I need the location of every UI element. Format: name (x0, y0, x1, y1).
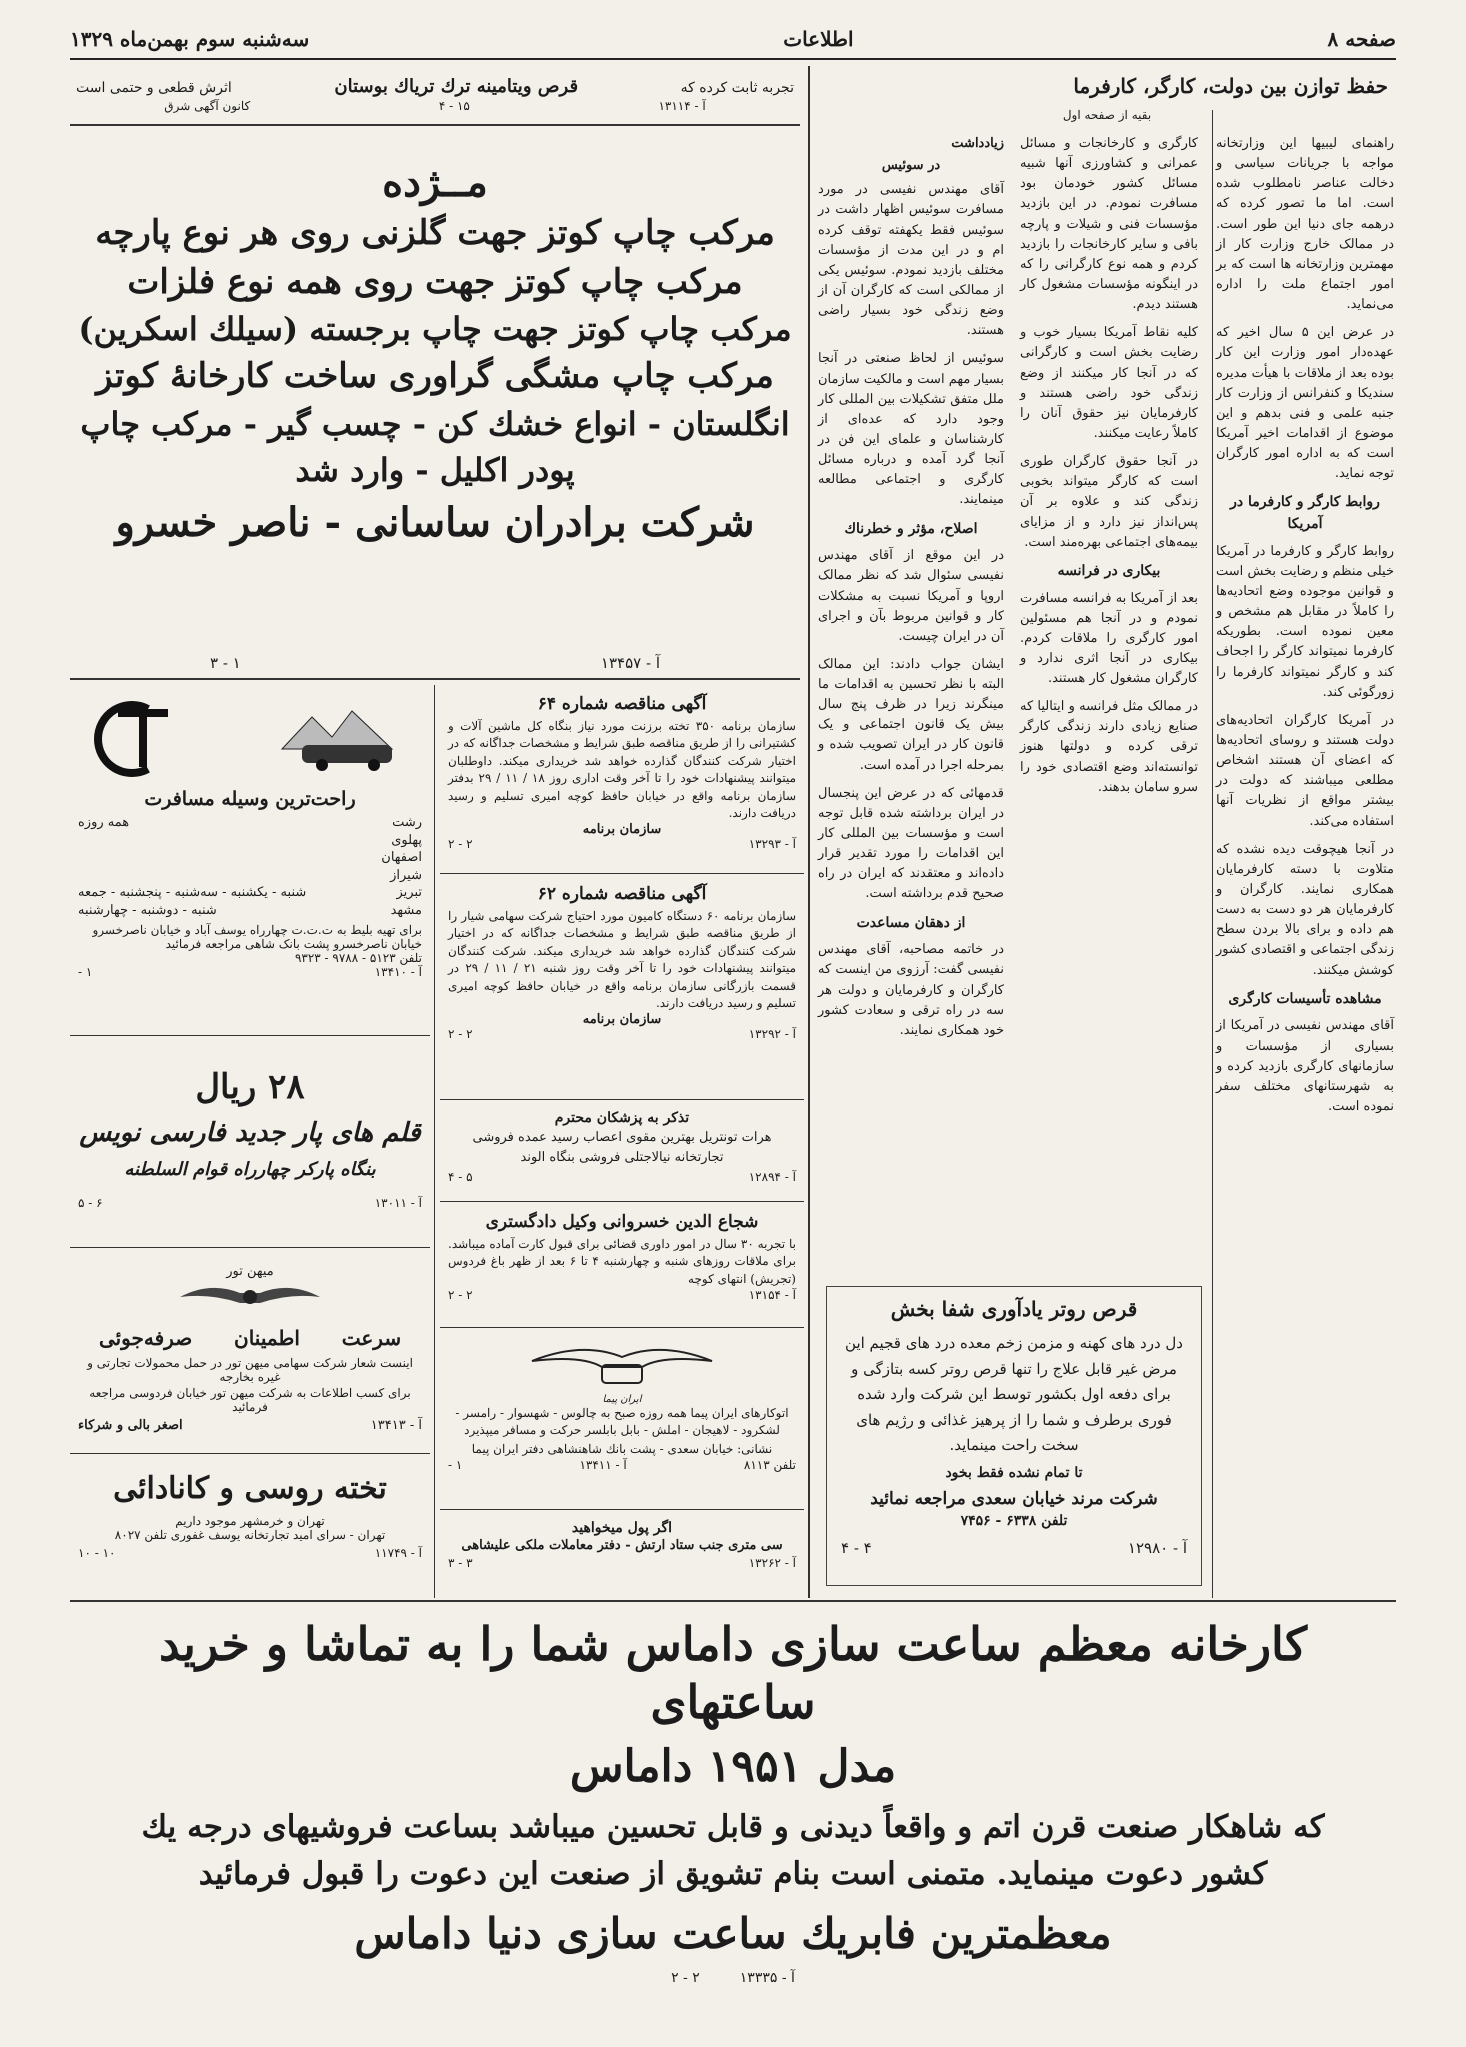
ad-wood-address: تهران - سرای امید تجارتخانه یوسف غفوری تلفن ۸۰۲۷ (114, 1527, 386, 1542)
subheading: مشاهده تأسیسات کارگری (1228, 990, 1382, 1007)
section-divider (70, 1600, 1396, 1602)
ad-code-row (448, 837, 796, 851)
ad-lawyer (440, 1208, 804, 1328)
ad-code-row (78, 1196, 422, 1210)
ad-tender-64-body: سازمان برنامه ۳۵۰ تخته برزنت مورد نیاز بنگاه کل ماشین آلات و کشتیرانی را از طریق مناقصه طبق شرایط و مشخصات جداگانه که در اختیار شرکت کنندگان گذارده خواهد شد خریداری میکند. داوطلبان میتوانند پیشنهادات خود را تا آخر وقت اداری روز ۱۸ / ۱۱ / ۲۹ بدفتر سازمان برنامه واقع در خیابان حافظ کوچه امیری تسلیم و رسید دریافت دارند. (448, 719, 797, 820)
ad-tender-62-title: آگهی مناقصه شماره ۶۲ (537, 884, 707, 904)
ad-money-body: سی متری جنب ستاد ارتش - دفتر معاملات ملکی علیشاهی (461, 1538, 783, 1553)
route-destination: رشت (392, 815, 422, 830)
ad-code: آ - ۱۳۲۹۳ (748, 837, 796, 852)
iranpeyma-logo (448, 1338, 796, 1394)
slogan-word: اطمینان (234, 1326, 300, 1350)
ad-code-row (448, 1288, 796, 1302)
ad-pens-seller: بنگاه پارکر چهارراه قوام السلطنه (124, 1159, 376, 1180)
route-destination: تبریز (396, 885, 422, 901)
route-destination: شیراز (390, 867, 422, 883)
route-row (78, 884, 422, 902)
ad-watch-line: که شاهکار صنعت قرن اتم و واقعاً دیدنی و قابل تحسین میباشد بساعت فروشیهای درجه یك (141, 1809, 1325, 1845)
ad-ref: ۵ - ۴ (448, 1170, 473, 1185)
ad-code: آ - ۱۳۴۱۳ (370, 1418, 422, 1433)
ad-code: آ - ۱۳۴۱۰ (374, 965, 422, 980)
mihantour-slogan (78, 1326, 422, 1350)
ad-mihantour-contact: برای کسب اطلاعات به شرکت میهن تور خیابان فردوسی مراجعه فرمائید (89, 1386, 411, 1414)
route-schedule: شنبه - دوشنبه - چهارشنبه (78, 902, 217, 918)
route-row (78, 814, 422, 832)
ad-vitamin (70, 76, 800, 126)
subheading: در سوئیس (881, 158, 941, 174)
ad-code: آ - ۱۳۳۳۵ (739, 1970, 795, 1986)
ad-iranpeyma-body: اتوکارهای ایران پیما همه روزه صبح به چالوس - شهسوار - رامسر - لشکرود - لاهیجان - املش - بابل بابلسر حرکت و مسافر میپذیرد (455, 1406, 789, 1438)
ad-ref: ۲ - ۲ (448, 837, 473, 852)
ad-wood (70, 1460, 430, 1596)
slogan-word: سرعت (341, 1326, 402, 1350)
ad-tender-62-body: سازمان برنامه ۶۰ دستگاه کامیون مورد احتیاج شرکت سهامی شیار را از طریق مناقصه طبق شرایط و مشخصات جداگانه که در اختیار شرکت کنندگان گذارده خواهد شد خریداری میکند. شرکت کنندگان میتوانند پیشنهادات خود را تا آخر وقت روز شنبه ۲۱ / ۱۱ / ۲۹ در قسمت بازرگانی سازمان برنامه واقع در خیابان حافظ کوچه امیری تسلیم و رسید دریافت دارند. (448, 909, 797, 1010)
ad-iranpeyma (440, 1334, 804, 1510)
article-column-1 (1216, 134, 1394, 1117)
route-row (78, 867, 422, 885)
ad-code: آ - ۱۱۷۴۹ (374, 1545, 422, 1560)
bus-company-logo (78, 694, 422, 784)
paragraph: در آنجا حقوق کارگران طوری است که کارگر میتواند بخوبی زندگی کند و علاوه بر آن پس‌انداز نیز دارد و از مزایای بیمه‌های اجتماعی بهره‌مند است. (1020, 454, 1198, 550)
route-destination: پهلوی (391, 832, 422, 848)
ad-code: آ - ۱۳۴۱۱ (579, 1458, 627, 1473)
ad-pens (70, 1042, 430, 1248)
column-divider (808, 66, 810, 1598)
ad-ref: ۳ - ۳ (448, 1556, 473, 1571)
ad-bus-routes (78, 814, 422, 919)
ad-mihantour (70, 1254, 430, 1454)
ad-vitamin-title: قرص ویتامینه ترك تریاك بوستان (334, 76, 579, 97)
ad-code-row (448, 1458, 796, 1472)
paragraph: در آمریکا کارگران اتحادیه‌های دولت هستند و روسای اتحادیه‌ها که اعضای آن هستند اشخاص مطلعی میباشند که دولت در بیشتر مواقع از نظریات آنها استفاده می‌کند. (1216, 712, 1394, 829)
ad-pills-title: قرص روتر یادآوری شفا بخش (890, 1297, 1138, 1321)
ad-code-row (78, 1546, 422, 1560)
ad-ink-company: شرکت برادران ساسانی - ناصر خسرو (115, 498, 755, 546)
subheading: بیکاری در فرانسه (1057, 562, 1161, 579)
article-column-3 (818, 134, 1004, 1041)
ad-ref: ۲ - ۲ (448, 1027, 473, 1042)
paragraph: در آنجا هیچوقت دیده نشده که متلاوت با دسته کارفرمایان همکاری نمایند. کارگران و کارفرمایان هر دو دست به دست هم داده و برای بالا بردن سطح زندگی اجتماعی و اقتصادی کشور کوشش میکنند. (1216, 841, 1394, 978)
mihantour-logo (78, 1258, 422, 1320)
ad-ref: ۱ - (448, 1458, 463, 1473)
ad-watch-model: مدل ۱۹۵۱ داماس (569, 1741, 897, 1792)
paragraph: در خاتمه مصاحبه، آقای مهندس نفیسی گفت: آرزوی من اینست که کارگران و کارفرمایان و دولت هر سه در راه ترقی و سعادت کشور خود همکاری نمایند. (818, 942, 1004, 1038)
subheading: اصلاح، مؤثر و خطرناك (844, 520, 978, 537)
ad-ref: ۴ - ۴ (841, 1538, 872, 1557)
subheading: زیادداشت (951, 136, 1004, 151)
ad-thanks (440, 1106, 804, 1202)
paragraph: در ممالک مثل فرانسه و ایتالیا که صنایع زیادی دارند زندگی کارگر ترقی کرده و دولتها هنوز توانسته‌اند وضع اقتصادی خود را سرو سامان بدهند. (1020, 699, 1198, 795)
subheading: از دهقان مساعدت (856, 914, 966, 931)
paragraph: ایشان جواب دادند: این ممالک البته با نظر تحسین به اقدامات ما مینگرند زیرا در ظرف پنج سال بیش یک قانون اجتماعی و یک قانون کار در ایران تصویب شده و بمرحله اجرا در آمده است. (818, 656, 1004, 773)
ad-iranpeyma-address: نشانی: خیابان سعدی - پشت بانك شاهنشاهی دفتر ایران پیما (471, 1441, 773, 1456)
ad-lawyer-title: شجاع الدین خسروانی وکیل دادگستری (485, 1212, 759, 1232)
paragraph: آقای مهندس نفیسی در مورد مسافرت سوئیس اظهار داشت در سوئیس فقط یکهفته توقف کرده ام و در این مدت از مؤسسات مختلف بازدید نمودم. سوئیس یکی از ممالکی است که کارگران آن از وضع زندگی خود بسیار راضی هستند. (818, 182, 1004, 339)
ad-tender-62 (440, 880, 804, 1100)
newspaper-name: اطلاعات (783, 27, 854, 51)
mihantour-brand: میهن تور (226, 1263, 274, 1279)
ad-tender-64-title: آگهی مناقصه شماره ۶۴ (537, 694, 707, 714)
paragraph: روابط کارگر و کارفرما در آمریکا خیلی منظم و رضایت بخش است و قوانین موجوده وضع اتحادیه‌ها را کاملاً در مقابل هم مشخص و معین نموده است. بطوریکه کارفرما نمیتواند کارگر را اجحاف کند و کارگر نمیتواند کارفرما را زورگوئی کند. (1216, 543, 1394, 700)
ad-code-row (210, 654, 660, 672)
page-header (70, 20, 1396, 60)
issue-date: سه‌شنبه سوم بهمن‌ماه ۱۳۲۹ (70, 27, 310, 51)
ad-ref: ۲ - ۲ (448, 1288, 473, 1303)
paragraph: بعد از آمریکا به فرانسه مسافرت نمودم و در آنجا هم مسئولین امور کارگری را ملاقات کردم. بیکاری در آنجا اثری ندارد و کارگران مشغول کار هستند. (1020, 590, 1198, 687)
paragraph: در عرض این ۵ سال اخیر که عهده‌دار امور وزارت این کار بوده بعد از ملاقات با هیأت مدیره سندیکا و کنفرانس از وزارت کار جنبه علمی و فنی بدهم و این موضوع از اقدامات اخیر آمریکا است که به اداره امور کارگران توجه نماید. (1216, 325, 1394, 482)
route-destination: مشهد (390, 902, 422, 918)
ad-ref: ۱۵ - ۴ (438, 99, 470, 113)
ad-pills-note: تا تمام نشده فقط بخود (945, 1464, 1083, 1481)
ad-tender-64 (440, 690, 804, 874)
ad-code: آ - ۱۳۲۹۲ (748, 1027, 796, 1042)
ad-thanks-title: تذکر به پزشکان محترم (554, 1110, 690, 1126)
ad-watch-line: کشور دعوت مینماید. متمنی است بنام تشویق از صنعت این دعوت را قبول فرمائید (198, 1855, 1268, 1892)
ad-code-row (841, 1539, 1187, 1557)
paragraph: کارگری و کارخانجات و مسائل عمرانی و کشاورزی آنها شبیه مسائل کشور خودمان بود مسافرت نمودم. در این بازدید مؤسسات فنی و شیلات و پارچه بافی و سایر کارخانجات را بازدید کردم و همه نوع کارگرانی را که در اینگونه مؤسسات مشغول کار هستند دیدم. (1020, 136, 1198, 313)
ad-ink-line: پودر اکلیل - وارد شد (295, 450, 575, 489)
ad-vitamin-right: اثرش قطعی و حتمی است (76, 80, 232, 96)
paragraph: سوئیس از لحاظ صنعتی در آنجا بسیار مهم است و مالکیت سازمان ملل متفق تشکیلات بین المللی کار وجود دارد که عده‌ای از کارشناسان و علمای این فن در آنجا گرد آمده و درباره مسائل کارگری و اجتماعی مطالعه مینمایند. (818, 351, 1004, 508)
ad-ref: ۶ - ۵ (78, 1195, 103, 1210)
article-continued: بقیه از صفحه اول (1062, 108, 1152, 122)
ad-pens-title: قلم های پار جدید فارسی نویس (79, 1117, 421, 1148)
page-number: صفحه ۸ (1327, 27, 1396, 51)
article-column-2 (1020, 134, 1198, 798)
route-row (78, 902, 422, 920)
route-schedule: شنبه - یکشنبه - سه‌شنبه - پنجشنبه - جمعه (78, 885, 307, 901)
ad-code: آ - ۱۲۸۹۴ (748, 1170, 796, 1185)
article (818, 74, 1396, 1594)
ad-phone: تلفن ۸۱۱۳ (743, 1458, 796, 1473)
column-divider (434, 685, 435, 1598)
ad-ref: ۱ - ۳ (210, 654, 241, 672)
route-row (78, 849, 422, 867)
winged-emblem-icon (170, 1279, 330, 1315)
route-row (78, 832, 422, 850)
ad-phone: تلفن ۵۱۲۳ - ۹۷۸۸ - ۹۳۲۳ (294, 951, 422, 966)
paragraph: آقای مهندس نفیسی در آمریکا از بسیاری از مؤسسات و سازمانهای کارگری بازدید کرده و به شهرستانهای مختلف سفر نموده است. (1216, 1018, 1394, 1114)
ad-bus-address: خیابان ناصرخسرو پشت بانک شاهی مراجعه فرمائید (165, 937, 422, 952)
ad-code-row (448, 1170, 796, 1184)
iranpeyma-logo-text: ایران پیما (602, 1394, 642, 1405)
slogan-word: صرفه‌جوئی (98, 1326, 193, 1350)
bird-logo-icon (522, 1339, 722, 1393)
tc-monogram-icon (78, 697, 188, 781)
route-schedule: همه روزه (78, 815, 130, 830)
ad-code-row (70, 1970, 1396, 1986)
ad-tender-62-org: سازمان برنامه (582, 1012, 662, 1028)
ad-pens-price: ۲۸ ریال (195, 1067, 305, 1107)
article-title: حفظ توازن بین دولت، کارگر، کارفرما (1073, 74, 1388, 98)
ad-money (440, 1516, 804, 1596)
ad-pills-body: دل درد های کهنه و مزمن زخم معده درد های قجیم این مرض غیر قابل علاج را تنها قرص روتر کسه بتازگی و برای دفعه اول بکشور توسط این شرکت وارد شده فوری برطرف و شما را از پرهیز غذائی و رژیم های سخت راحت مینماید. (845, 1334, 1183, 1454)
ad-thanks-body: هرات تونتریل بهترین مقوی اعصاب رسید عمده فروشی تجارتخانه نیالاجتلی فروشی بنگاه الوند (472, 1130, 772, 1166)
ad-pills-phone: تلفن ۶۳۳۸ - ۷۴۵۶ (960, 1512, 1068, 1529)
ad-pills (826, 1286, 1202, 1586)
ad-code: آ - ۱۳۱۱۴ (658, 99, 706, 113)
ad-ink-line: مرکب چاپ مشگی گراوری ساخت کارخانهٔ کوتز (96, 356, 774, 396)
car-mountain-icon (272, 699, 422, 779)
paragraph: کلیه نقاط آمریکا بسیار خوب و رضایت بخش است و کارگرانی که در آنجا کار میکنند از وضع زندگی خود راضی هستند و کارفرمایان نیز حقوق آنان را کاملاً رعایت میکنند. (1020, 325, 1198, 441)
ad-agency: کانون آگهی شرق (164, 99, 251, 113)
ad-wood-title: تخته روسی و کانادائی (113, 1471, 387, 1506)
ad-code-row (78, 1418, 422, 1433)
ad-pills-dealer: شرکت مرند خیابان سعدی مراجعه نمائید (870, 1488, 1158, 1509)
ad-code: آ - ۱۳۰۱۱ (374, 1195, 422, 1210)
paragraph: قدمهائی که در عرض این پنجسال در ایران برداشته شده قابل توجه است و مؤسسات بین المللی کار این اقدامات را مورد تقدیر قرار داده‌اند و معتقدند که ایران در راه صحیح قدم برداشته است. (818, 785, 1004, 902)
ad-bus-title: راحت‌ترین وسیله مسافرت (144, 788, 356, 810)
ad-watch-signature: معظمترین فابریك ساعت سازی دنیا داماس (354, 1908, 1112, 1958)
ad-code-row (78, 965, 422, 979)
ad-ref: ۱ - (78, 965, 93, 980)
ad-watch-line: کارخانه معظم ساعت سازی داماس شما را به تماشا و خرید ساعتهای (159, 1617, 1307, 1729)
ad-tender-64-org: سازمان برنامه (582, 822, 662, 838)
ad-code-row (78, 951, 422, 965)
ad-code: آ - ۱۳۲۶۲ (748, 1556, 796, 1571)
ad-wood-body: تهران و خرمشهر موجود داریم (175, 1513, 325, 1528)
ad-ref: ۲ - ۲ (671, 1970, 700, 1986)
ad-code: آ - ۱۳۱۵۴ (748, 1288, 796, 1303)
paragraph: در این موقع از آقای مهندس نفیسی سئوال شد که نظر ممالک اروپا و آمریکا نسبت به مشکلات کار و قوانین مربوط بآن و اجرای آن در ایران چیست. (818, 548, 1004, 644)
ad-ink-line: مرکب چاپ کوتز جهت گلزنی روی هر نوع پارچه (95, 213, 775, 253)
ad-bus (70, 690, 430, 1036)
ad-mihantour-body: اینست شعار شرکت سهامی میهن تور در حمل محمولات تجارتی و غیره بخارجه (87, 1356, 413, 1384)
ad-lawyer-body: با تجربه ۳۰ سال در امور داوری قضائی برای قبول کارت آماده میباشد. برای ملاقات روزهای شنبه و چهارشنبه ۴ تا ۶ بعد از ظهر باغ فردوس (تجریش) انتهای کوچه (448, 1237, 796, 1286)
ad-ink (70, 140, 800, 680)
ad-code-row (448, 1556, 796, 1570)
ad-code: آ - ۱۲۹۸۰ (1127, 1538, 1187, 1557)
ad-sign: اصغر بالی و شرکاء (78, 1418, 183, 1433)
ad-ink-line: مرکب چاپ کوتز جهت روی همه نوع فلزات (127, 261, 743, 302)
ad-ink-line: مرکب چاپ کوتز جهت چاپ برجسته (سیلك اسکرین) (78, 310, 792, 348)
ad-ink-title: مــژده (382, 159, 488, 206)
ad-vitamin-left: تجربه ثابت کرده که (680, 80, 794, 96)
ad-ink-line: انگلستان - انواع خشك کن - چسب گیر - مرکب چاپ (80, 404, 790, 443)
ad-money-title: اگر پول میخواهید (571, 1520, 673, 1536)
ad-watch (70, 1610, 1396, 2030)
ad-ref: ۱۰ - ۱۰ (78, 1545, 116, 1560)
paragraph: راهنمای لیبیها این وزارتخانه مواجه با جریانات سیاسی و دخالت عناصر نامطلوب شده است. اما ما تصور کرده که درهمه جای دنیا این طور است. در ممالک خارج وزارت کار از مهمترین وزارتخانه ها است که بر امور اجتماع ملت را اداره می‌نماید. (1216, 136, 1394, 313)
subheading: روابط کارگر و کارفرما در آمریکا (1230, 494, 1380, 533)
route-destination: اصفهان (381, 850, 422, 866)
ad-bus-note: برای تهیه بلیط به ت.ت.ت چهارراه یوسف آباد و خیابان ناصرخسرو (92, 923, 422, 938)
ad-code-row (448, 1027, 796, 1041)
ad-code: آ - ۱۳۴۵۷ (600, 654, 660, 672)
